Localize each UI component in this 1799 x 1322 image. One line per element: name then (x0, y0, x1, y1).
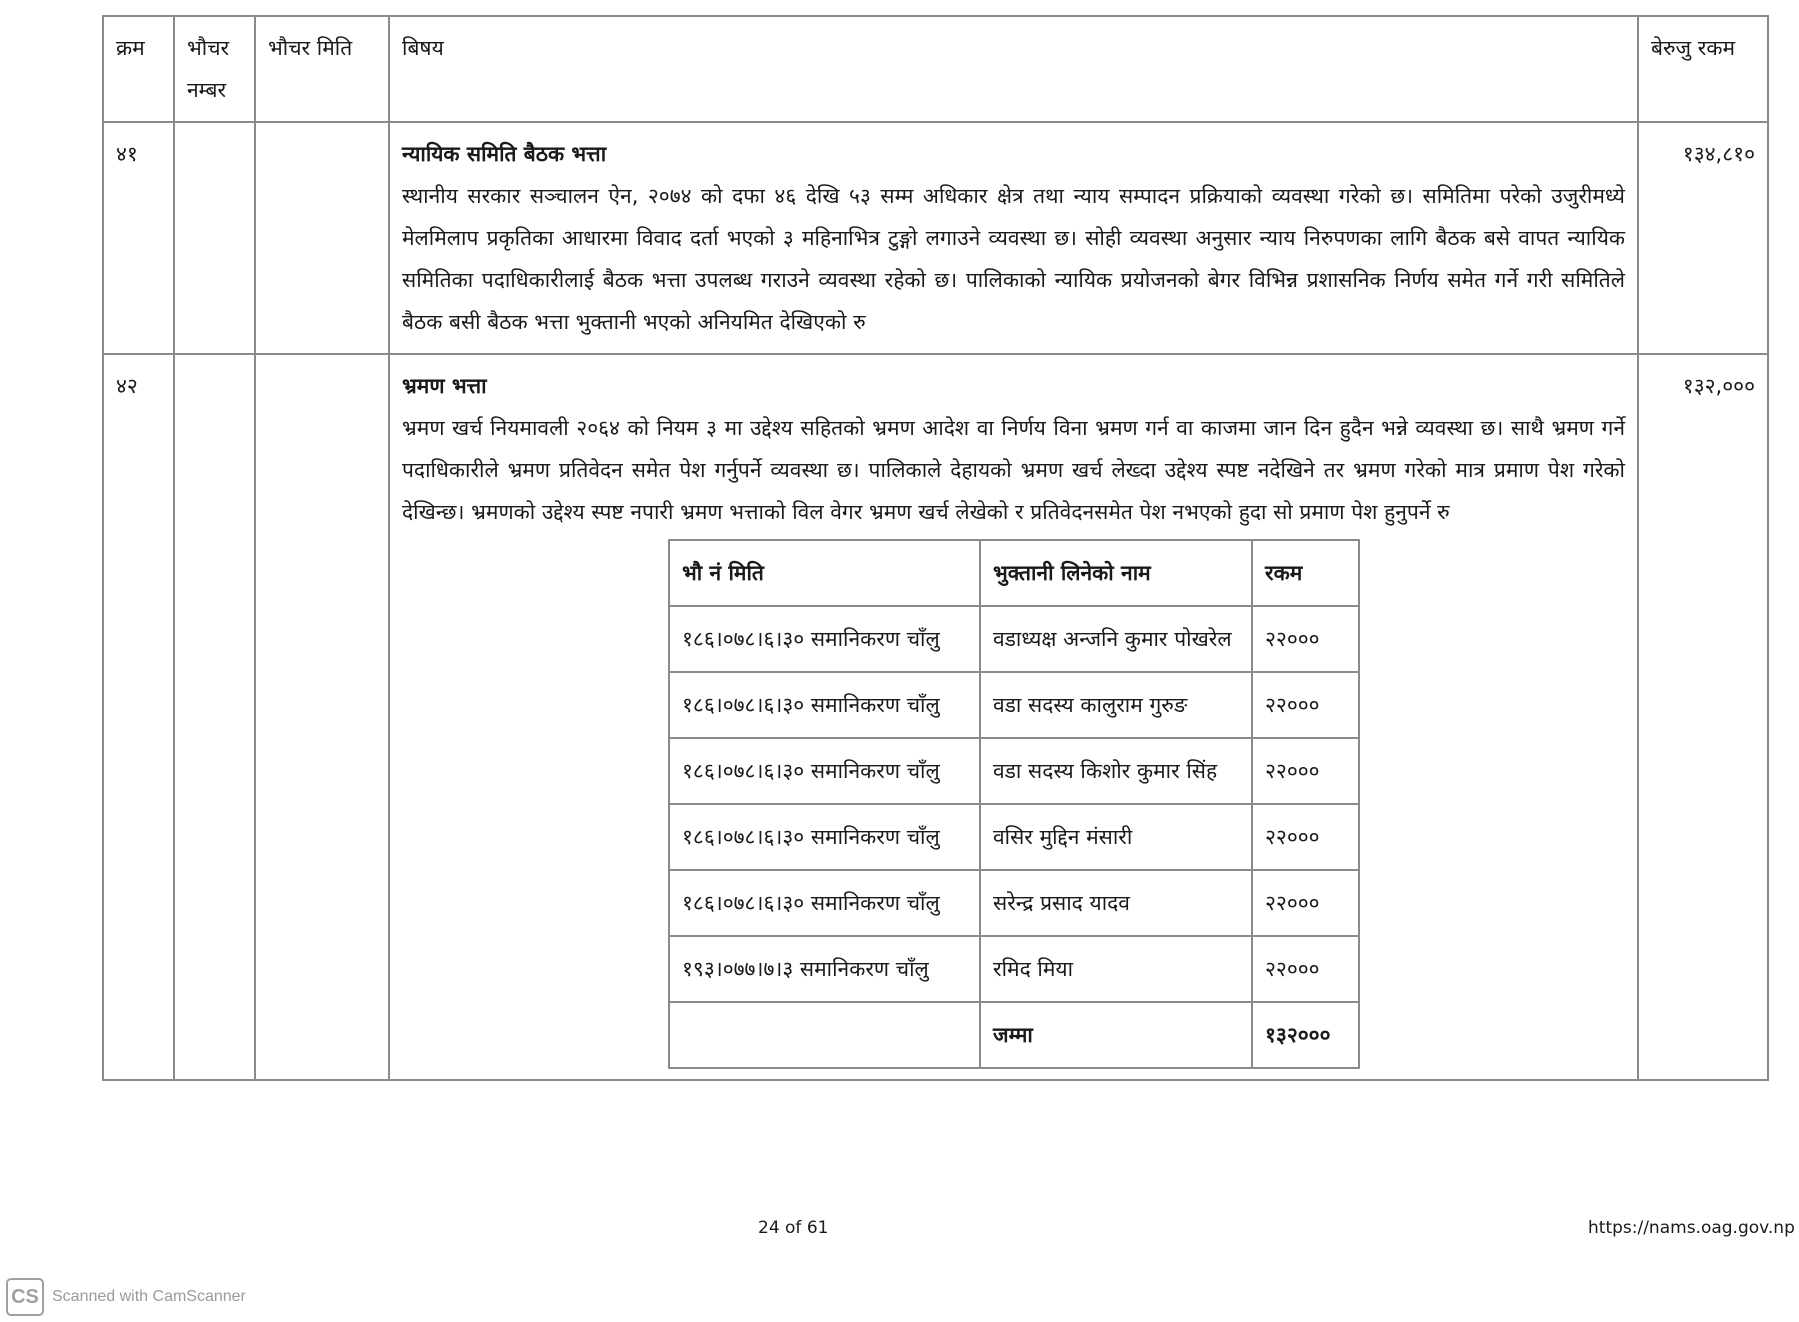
audit-table (102, 15, 1769, 1081)
payment-header-voucher: भौ नं मिति (669, 540, 980, 606)
payment-amount: २२००० (1252, 804, 1359, 870)
payment-header-row (669, 540, 1359, 606)
payment-total-row (669, 1002, 1359, 1068)
watermark-text: Scanned with CamScanner (52, 1288, 246, 1305)
row-voucher-date (255, 122, 389, 354)
payment-table (668, 539, 1360, 1069)
row-voucher-date (255, 354, 389, 1080)
payment-name: वडा सदस्य कालुराम गुरुङ (980, 672, 1252, 738)
payment-header-name: भुक्तानी लिनेको नाम (980, 540, 1252, 606)
camscanner-logo-icon: CS (6, 1278, 44, 1316)
header-voucher-date: भौचर मिति (255, 16, 389, 122)
payment-amount: २२००० (1252, 936, 1359, 1002)
row-amount: १३४,८१० (1638, 122, 1768, 354)
payment-total-value: १३२००० (1252, 1002, 1359, 1068)
header-row (103, 16, 1768, 122)
subject-title: न्यायिक समिति बैठक भत्ता (402, 142, 607, 166)
payment-amount: २२००० (1252, 870, 1359, 936)
row-serial: ४२ (103, 354, 174, 1080)
header-subject: बिषय (389, 16, 1638, 122)
row-voucher-no (174, 122, 255, 354)
row-voucher-no (174, 354, 255, 1080)
camscanner-watermark (6, 1278, 246, 1316)
payment-name: सरेन्द्र प्रसाद यादव (980, 870, 1252, 936)
payment-amount: २२००० (1252, 738, 1359, 804)
payment-row (669, 606, 1359, 672)
payment-amount: २२००० (1252, 606, 1359, 672)
row-subject (389, 122, 1638, 354)
table-row (103, 122, 1768, 354)
header-voucher-no: भौचर नम्बर (174, 16, 255, 122)
payment-total-label: जम्मा (980, 1002, 1252, 1068)
payment-row (669, 804, 1359, 870)
payment-amount: २२००० (1252, 672, 1359, 738)
payment-voucher: १८६।०७८।६।३० समानिकरण चाँलु (669, 870, 980, 936)
header-serial: क्रम (103, 16, 174, 122)
payment-row (669, 738, 1359, 804)
payment-voucher: १९३।०७७।७।३ समानिकरण चाँलु (669, 936, 980, 1002)
payment-header-amount: रकम (1252, 540, 1359, 606)
header-amount: बेरुजु रकम (1638, 16, 1768, 122)
payment-name: वडा सदस्य किशोर कुमार सिंह (980, 738, 1252, 804)
payment-name: रमिद मिया (980, 936, 1252, 1002)
payment-row (669, 672, 1359, 738)
payment-total-empty (669, 1002, 980, 1068)
payment-voucher: १८६।०७८।६।३० समानिकरण चाँलु (669, 738, 980, 804)
payment-row (669, 870, 1359, 936)
row-amount: १३२,००० (1638, 354, 1768, 1080)
row-serial: ४१ (103, 122, 174, 354)
subject-body: स्थानीय सरकार सञ्चालन ऐन, २०७४ को दफा ४६ देखि ५३ सम्म अधिकार क्षेत्र तथा न्याय सम्पादन प्रक्रियाको व्यवस्था गरेको छ। समितिमा परेको उजुरीमध्ये मेलमिलाप प्रकृतिका आधारमा विवाद दर्ता भएको ३ महिनाभित्र टुङ्गो लगाउने व्यवस्था छ। सोही व्यवस्था अनुसार न्याय निरुपणका लागि बैठक बसे वापत न्यायिक समितिका पदाधिकारीलाई बैठक भत्ता उपलब्ध गराउने व्यवस्था रहेको छ। पालिकाको न्यायिक प्रयोजनको बेगर विभिन्न प्रशासनिक निर्णय समेत गर्ने गरी समितिले बैठक बसी बैठक भत्ता भुक्तानी भएको अनियमित देखिएको रु (402, 184, 1625, 334)
payment-row (669, 936, 1359, 1002)
payment-name: वसिर मुद्दिन मंसारी (980, 804, 1252, 870)
payment-voucher: १८६।०७८।६।३० समानिकरण चाँलु (669, 606, 980, 672)
row-subject (389, 354, 1638, 1080)
subject-title: भ्रमण भत्ता (402, 374, 487, 398)
payment-voucher: १८६।०७८।६।३० समानिकरण चाँलु (669, 804, 980, 870)
table-row (103, 354, 1768, 1080)
payment-name: वडाध्यक्ष अन्जनि कुमार पोखरेल (980, 606, 1252, 672)
footer-url: https://nams.oag.gov.np (1588, 1218, 1795, 1238)
payment-voucher: १८६।०७८।६।३० समानिकरण चाँलु (669, 672, 980, 738)
page-number: 24 of 61 (758, 1218, 829, 1238)
subject-body: भ्रमण खर्च नियमावली २०६४ को नियम ३ मा उद्देश्य सहितको भ्रमण आदेश वा निर्णय विना भ्रमण गर्न वा काजमा जान दिन हुदैन भन्ने व्यवस्था छ। साथै भ्रमण गर्ने पदाधिकारीले भ्रमण प्रतिवेदन समेत पेश गर्नुपर्ने व्यवस्था छ। पालिकाले देहायको भ्रमण खर्च लेख्दा उद्देश्य स्पष्ट नदेखिने तर भ्रमण गरेको मात्र प्रमाण पेश गरेको देखिन्छ। भ्रमणको उद्देश्य स्पष्ट नपारी भ्रमण भत्ताको विल वेगर भ्रमण खर्च लेखेको र प्रतिवेदनसमेत पेश नभएको हुदा सो प्रमाण पेश हुनुपर्ने रु (402, 416, 1625, 524)
